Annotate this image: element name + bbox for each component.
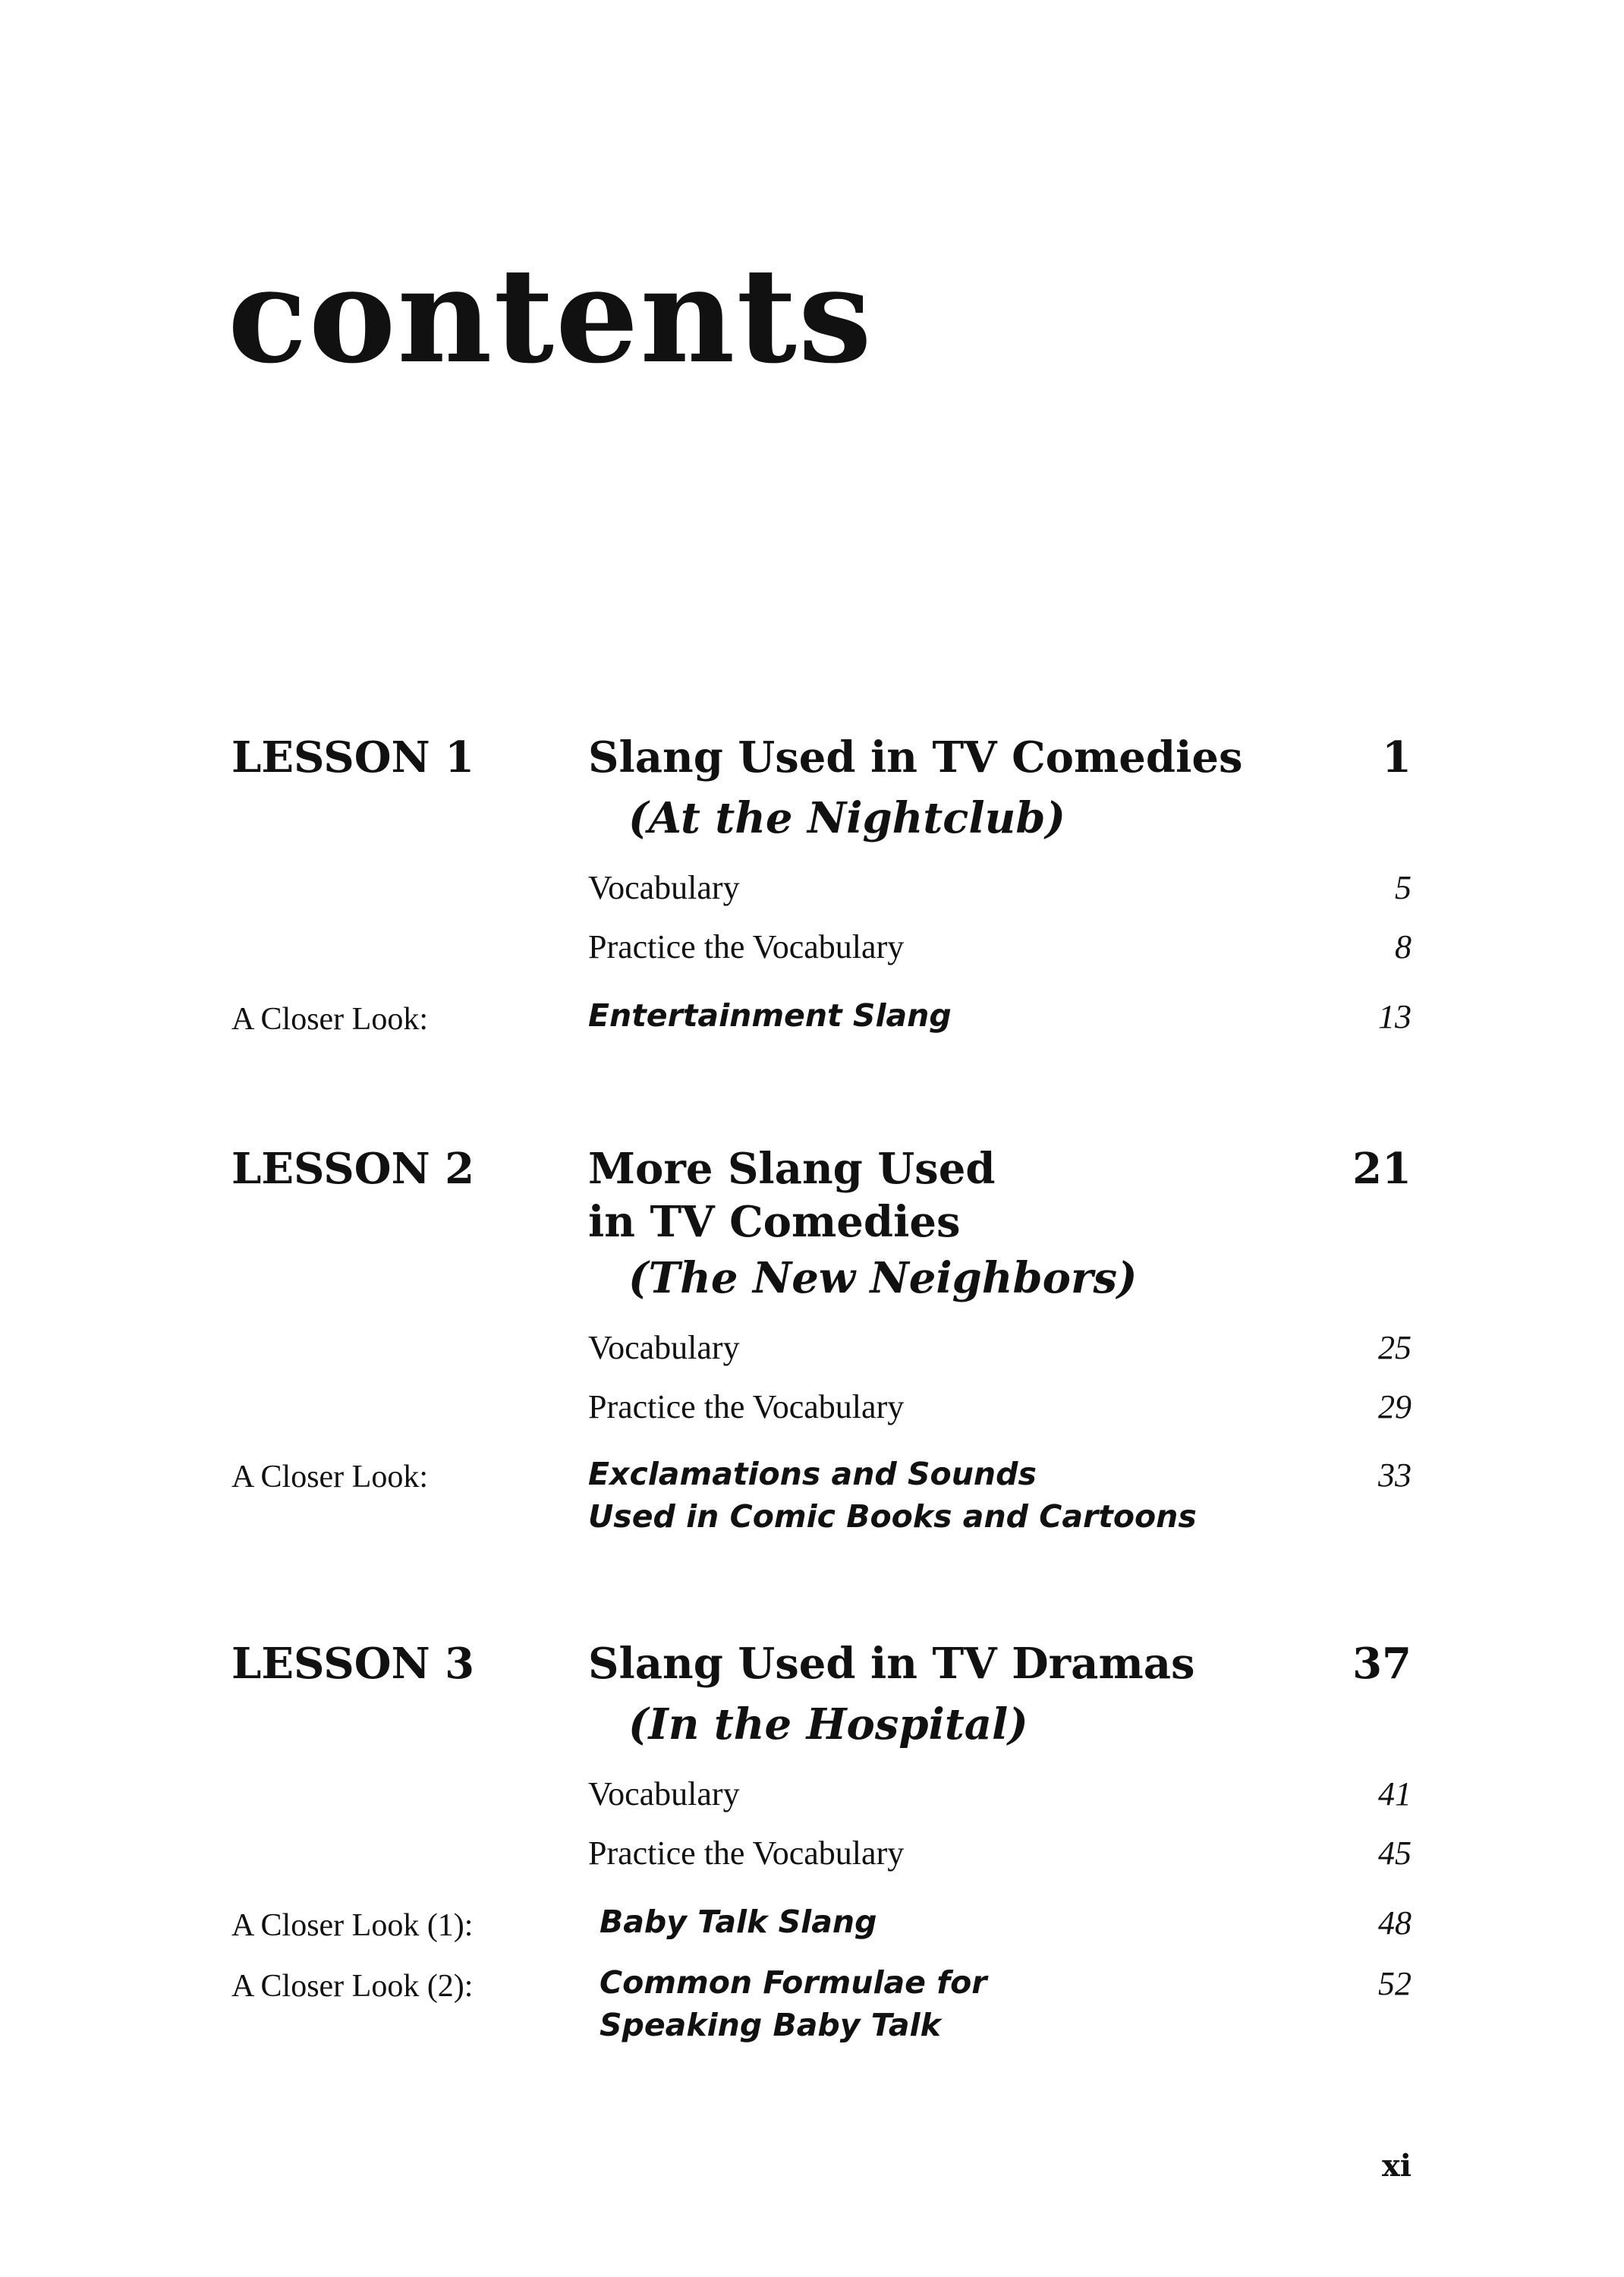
lesson-3-label: LESSON 3 [231,1639,475,1689]
lesson-1-vocabulary-page[interactable]: 5 [1395,869,1412,906]
lesson-1-vocabulary-entry[interactable]: Vocabulary [588,869,740,906]
lesson-1-title[interactable]: Slang Used in TV Comedies [588,732,1243,783]
lesson-3-closer-look-2-page[interactable]: 52 [1378,1965,1412,2002]
lesson-1-closer-look-page[interactable]: 13 [1378,998,1412,1035]
page-number: xi [1381,2148,1412,2184]
lesson-2-practice-entry[interactable]: Practice the Vocabulary [588,1388,905,1425]
lesson-2-title-line-1[interactable]: More Slang Used [588,1144,996,1194]
lesson-3-page[interactable]: 37 [1352,1639,1412,1689]
lesson-1-closer-look-title[interactable]: Entertainment Slang [588,997,952,1034]
lesson-3-vocabulary-entry[interactable]: Vocabulary [588,1775,740,1812]
lesson-3-subtitle: (In the Hospital) [628,1699,1028,1749]
lesson-3-closer-look-1-page[interactable]: 48 [1378,1904,1412,1942]
lesson-1-practice-entry[interactable]: Practice the Vocabulary [588,928,905,965]
lesson-2-closer-look-title-line-1[interactable]: Exclamations and Sounds [588,1456,1037,1492]
lesson-2-closer-look-title-line-2[interactable]: Used in Comic Books and Cartoons [588,1498,1197,1535]
lesson-3-title[interactable]: Slang Used in TV Dramas [588,1639,1195,1689]
lesson-3-closer-look-2-title-line-1[interactable]: Common Formulae for [600,1964,987,2001]
lesson-2-practice-page[interactable]: 29 [1378,1388,1412,1425]
lesson-1-subtitle: (At the Nightclub) [628,793,1065,843]
lesson-2-vocabulary-entry[interactable]: Vocabulary [588,1329,740,1366]
lesson-2-page[interactable]: 21 [1352,1144,1412,1194]
lesson-2-closer-look-page[interactable]: 33 [1378,1457,1412,1494]
lesson-3-closer-look-1-title[interactable]: Baby Talk Slang [600,1904,877,1940]
lesson-3-vocabulary-page[interactable]: 41 [1378,1775,1412,1812]
lesson-2-vocabulary-page[interactable]: 25 [1378,1329,1412,1366]
lesson-2-title-line-2[interactable]: in TV Comedies [588,1197,961,1247]
lesson-3-closer-look-2-title-line-2[interactable]: Speaking Baby Talk [600,2007,941,2043]
lesson-1-closer-look-label: A Closer Look: [231,1002,428,1037]
lesson-3-practice-page[interactable]: 45 [1378,1835,1412,1872]
lesson-2-closer-look-label: A Closer Look: [231,1460,428,1494]
lesson-1-practice-page[interactable]: 8 [1395,928,1412,965]
lesson-3-closer-look-2-label: A Closer Look (2): [231,1969,474,2004]
lesson-3-closer-look-1-label: A Closer Look (1): [231,1908,474,1943]
lesson-1-page[interactable]: 1 [1382,732,1412,783]
lesson-2-subtitle: (The New Neighbors) [628,1253,1138,1303]
lesson-3-practice-entry[interactable]: Practice the Vocabulary [588,1835,905,1872]
page-title: contents [228,238,873,392]
lesson-2-label: LESSON 2 [231,1144,475,1194]
lesson-1-label: LESSON 1 [231,732,475,783]
